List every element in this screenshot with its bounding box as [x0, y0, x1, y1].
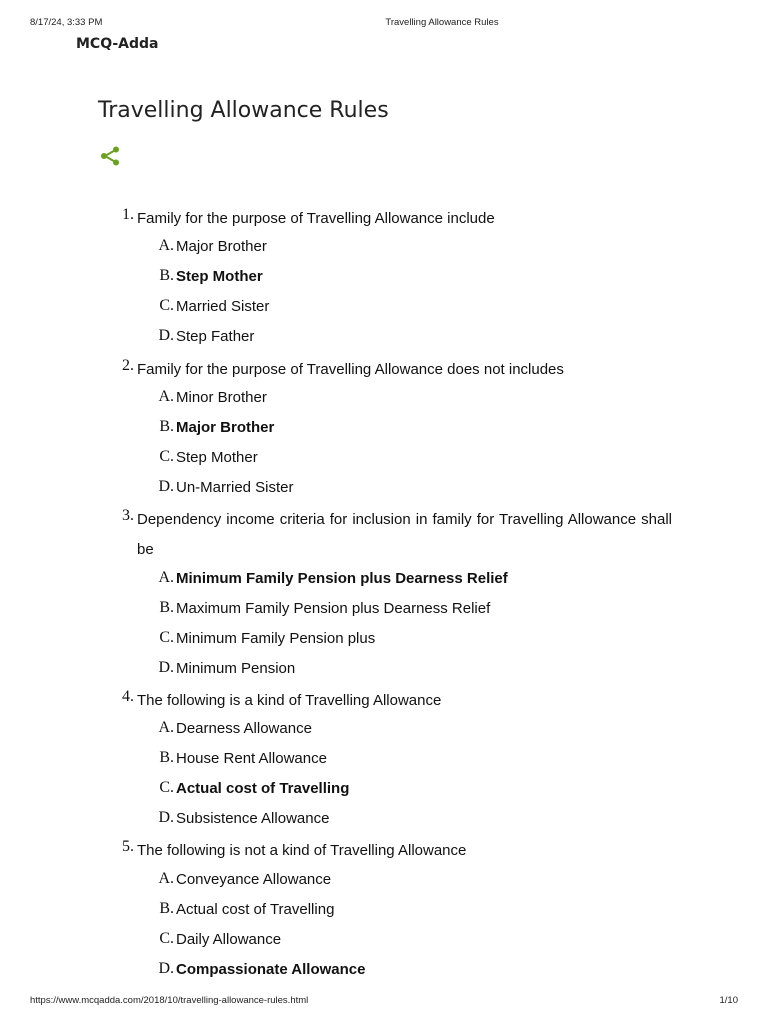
option-text-correct: Step Mother	[176, 268, 263, 286]
option-text: Step Mother	[176, 448, 258, 466]
option-letter: D.	[158, 478, 174, 496]
page-indicator: 1/10	[719, 995, 738, 1006]
question	[0, 353, 768, 383]
option-text: Daily Allowance	[176, 930, 282, 948]
option-correct	[0, 413, 768, 443]
option-text-correct: Actual cost of Travelling	[176, 780, 350, 798]
option-letter: B.	[159, 417, 174, 435]
option	[0, 594, 768, 624]
option-letter: C.	[159, 297, 174, 315]
question	[0, 202, 768, 232]
option	[0, 624, 768, 654]
option-letter: B.	[159, 267, 174, 285]
question	[0, 503, 768, 563]
option-text: Actual cost of Travelling	[176, 900, 335, 918]
option-correct	[0, 262, 768, 292]
option-text-correct: Minimum Family Pension plus Dearness Relief	[176, 569, 508, 587]
option-text: House Rent Allowance	[176, 750, 327, 768]
option-correct	[0, 955, 768, 985]
option-letter: B.	[159, 598, 174, 616]
option-correct	[0, 774, 768, 804]
print-header	[0, 17, 768, 31]
option	[0, 744, 768, 774]
option	[0, 804, 768, 834]
question-text: The following is not a kind of Travelling Allowance	[137, 842, 467, 860]
option-text: Step Father	[176, 328, 255, 346]
option-letter: C.	[159, 929, 174, 947]
option-letter: C.	[159, 779, 174, 797]
question-number: 2.	[122, 356, 134, 374]
question	[0, 834, 768, 864]
option-letter: B.	[159, 749, 174, 767]
question-number: 3.	[122, 507, 134, 525]
option-letter: A.	[158, 568, 174, 586]
print-datetime: 8/17/24, 3:33 PM	[30, 17, 103, 28]
option	[0, 865, 768, 895]
option	[0, 292, 768, 322]
option	[0, 232, 768, 262]
option-letter: A.	[158, 387, 174, 405]
option-letter: C.	[159, 628, 174, 646]
option-letter: D.	[158, 658, 174, 676]
option-letter: B.	[159, 899, 174, 917]
site-name[interactable]: MCQ-Adda	[76, 36, 159, 52]
question-number: 4.	[122, 687, 134, 705]
option	[0, 925, 768, 955]
option-text-correct: Compassionate Allowance	[176, 960, 366, 978]
option-correct	[0, 564, 768, 594]
option-letter: A.	[158, 869, 174, 887]
option-text: Minimum Family Pension plus	[176, 629, 376, 647]
option-letter: A.	[158, 719, 174, 737]
option-text: Dearness Allowance	[176, 720, 312, 738]
option	[0, 473, 768, 503]
question-list	[0, 202, 768, 985]
question-text: Dependency income criteria for inclusion in family for Travelling Allowance shall be	[137, 511, 672, 559]
option	[0, 654, 768, 684]
question-text: Family for the purpose of Travelling Allowance does not includes	[137, 360, 564, 378]
print-page-title: Travelling Allowance Rules	[385, 17, 499, 28]
page-title: Travelling Allowance Rules	[98, 98, 389, 123]
option-text: Conveyance Allowance	[176, 870, 332, 888]
option	[0, 443, 768, 473]
option-text: Married Sister	[176, 298, 270, 316]
option-text: Maximum Family Pension plus Dearness Relief	[176, 599, 491, 617]
question	[0, 684, 768, 714]
option-text: Un-Married Sister	[176, 479, 294, 497]
option	[0, 322, 768, 352]
option-text: Minor Brother	[176, 388, 267, 406]
print-footer	[0, 995, 768, 1009]
option-letter: A.	[158, 237, 174, 255]
print-url[interactable]: https://www.mcqadda.com/2018/10/travelling-allowance-rules.html	[30, 995, 309, 1006]
question-number: 1.	[122, 206, 134, 223]
option-letter: D.	[158, 327, 174, 345]
option-letter: D.	[158, 809, 174, 827]
option-letter: D.	[158, 959, 174, 977]
option-text: Major Brother	[176, 238, 267, 256]
question-number: 5.	[122, 838, 134, 856]
option-text: Subsistence Allowance	[176, 810, 330, 828]
question-text: Family for the purpose of Travelling Allowance include	[137, 210, 495, 227]
option-text-correct: Major Brother	[176, 418, 275, 436]
option	[0, 895, 768, 925]
option	[0, 714, 768, 744]
option	[0, 383, 768, 413]
option-letter: C.	[159, 447, 174, 465]
question-text: The following is a kind of Travelling Allowance	[137, 691, 442, 709]
share-icon[interactable]	[99, 145, 121, 167]
option-text: Minimum Pension	[176, 659, 296, 677]
